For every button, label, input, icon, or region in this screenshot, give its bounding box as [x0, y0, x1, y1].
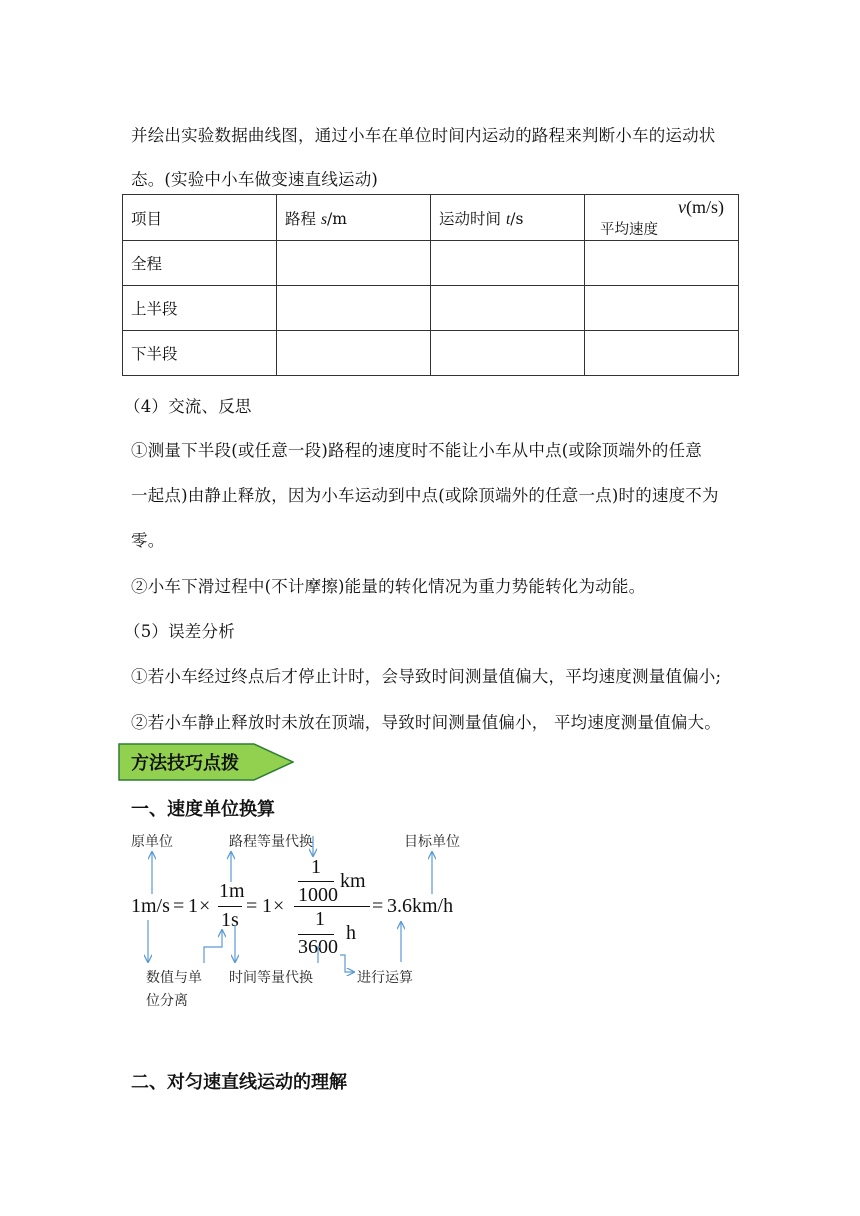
header-distance-unit: /m [326, 209, 347, 228]
formula-result: 3.6km/h [387, 895, 454, 917]
label-compute: 进行运算 [357, 970, 413, 986]
section4-p1-line3: 零。 [131, 531, 165, 550]
part1-heading: 一、速度单位换算 [131, 799, 275, 820]
section4-p1-line1: ①测量下半段(或任意一段)路程的速度时不能让小车从中点(或除顶端外的任意 [131, 441, 703, 460]
row-label: 上半段 [123, 286, 277, 331]
section5-p1: ①若小车经过终点后才停止计时，会导致时间测量值偏大，平均速度测量值偏小; [131, 667, 722, 686]
row-label: 下半段 [123, 331, 277, 376]
formula-times-b: × [273, 895, 285, 917]
header-time-symbol: t [505, 210, 511, 228]
header-speed-unit: (m/s) [686, 197, 724, 217]
intro-line-1: 并绘出实验数据曲线图，通过小车在单位时间内运动的路程来判断小车的运动状 [131, 126, 716, 145]
section4-heading: （4）交流、反思 [124, 397, 252, 416]
formula-lhs: 1m/s [131, 895, 170, 917]
label-separate-line2: 位分离 [146, 993, 188, 1009]
arrow-time-sub [204, 930, 222, 963]
section4-p1-line2: 一起点)由静止释放，因为小车运动到中点(或除顶端外的任意一点)时的速度不为 [131, 486, 719, 505]
header-time-unit: /s [510, 209, 524, 228]
header-time-label: 运动时间 [439, 209, 506, 228]
part2-heading: 二、对匀速直线运动的理解 [131, 1072, 347, 1093]
header-distance-symbol: s [320, 210, 327, 228]
formula-denominator-unit: h [346, 922, 356, 944]
arrow-compute [340, 955, 354, 972]
formula-denominator-den: 3600 [298, 936, 338, 958]
label-separate-line1: 数值与单 [146, 970, 202, 986]
formula-denominator-one: 1 [315, 908, 325, 930]
formula-fraction-denominator: 1s [221, 909, 239, 931]
label-target-unit: 目标单位 [404, 834, 460, 850]
arrow-time-den [318, 947, 320, 963]
header-distance-label: 路程 [285, 209, 321, 228]
formula-times-a: × [199, 895, 211, 917]
label-distance-substitution: 路程等量代换 [229, 834, 313, 850]
section5-heading: （5）误差分析 [124, 622, 235, 641]
formula-numerator-unit: km [340, 870, 366, 892]
formula-one-b: 1 [262, 895, 272, 917]
formula-equals-3: = [372, 895, 384, 917]
formula-one-a: 1 [188, 895, 198, 917]
header-speed-label: 平均速度 [600, 222, 658, 238]
banner-label: 方法技巧点拨 [131, 753, 239, 774]
header-item: 项目 [123, 195, 277, 241]
formula-equals-1: = [173, 895, 185, 917]
header-speed-symbol: v [678, 197, 686, 217]
section4-p2: ②小车下滑过程中(不计摩擦)能量的转化情况为重力势能转化为动能。 [131, 577, 646, 596]
label-time-substitution: 时间等量代换 [229, 970, 313, 986]
label-original-unit: 原单位 [131, 834, 173, 850]
formula-fraction-numerator: 1m [219, 880, 245, 902]
formula-numerator-den: 1000 [298, 884, 338, 906]
row-label: 全程 [123, 241, 277, 286]
formula-equals-2: = [246, 895, 258, 917]
section5-p2: ②若小车静止释放时未放在顶端，导致时间测量值偏小， 平均速度测量值偏大。 [131, 713, 721, 732]
formula-numerator-one: 1 [311, 856, 321, 878]
intro-line-2: 态。(实验中小车做变速直线运动) [131, 170, 379, 189]
